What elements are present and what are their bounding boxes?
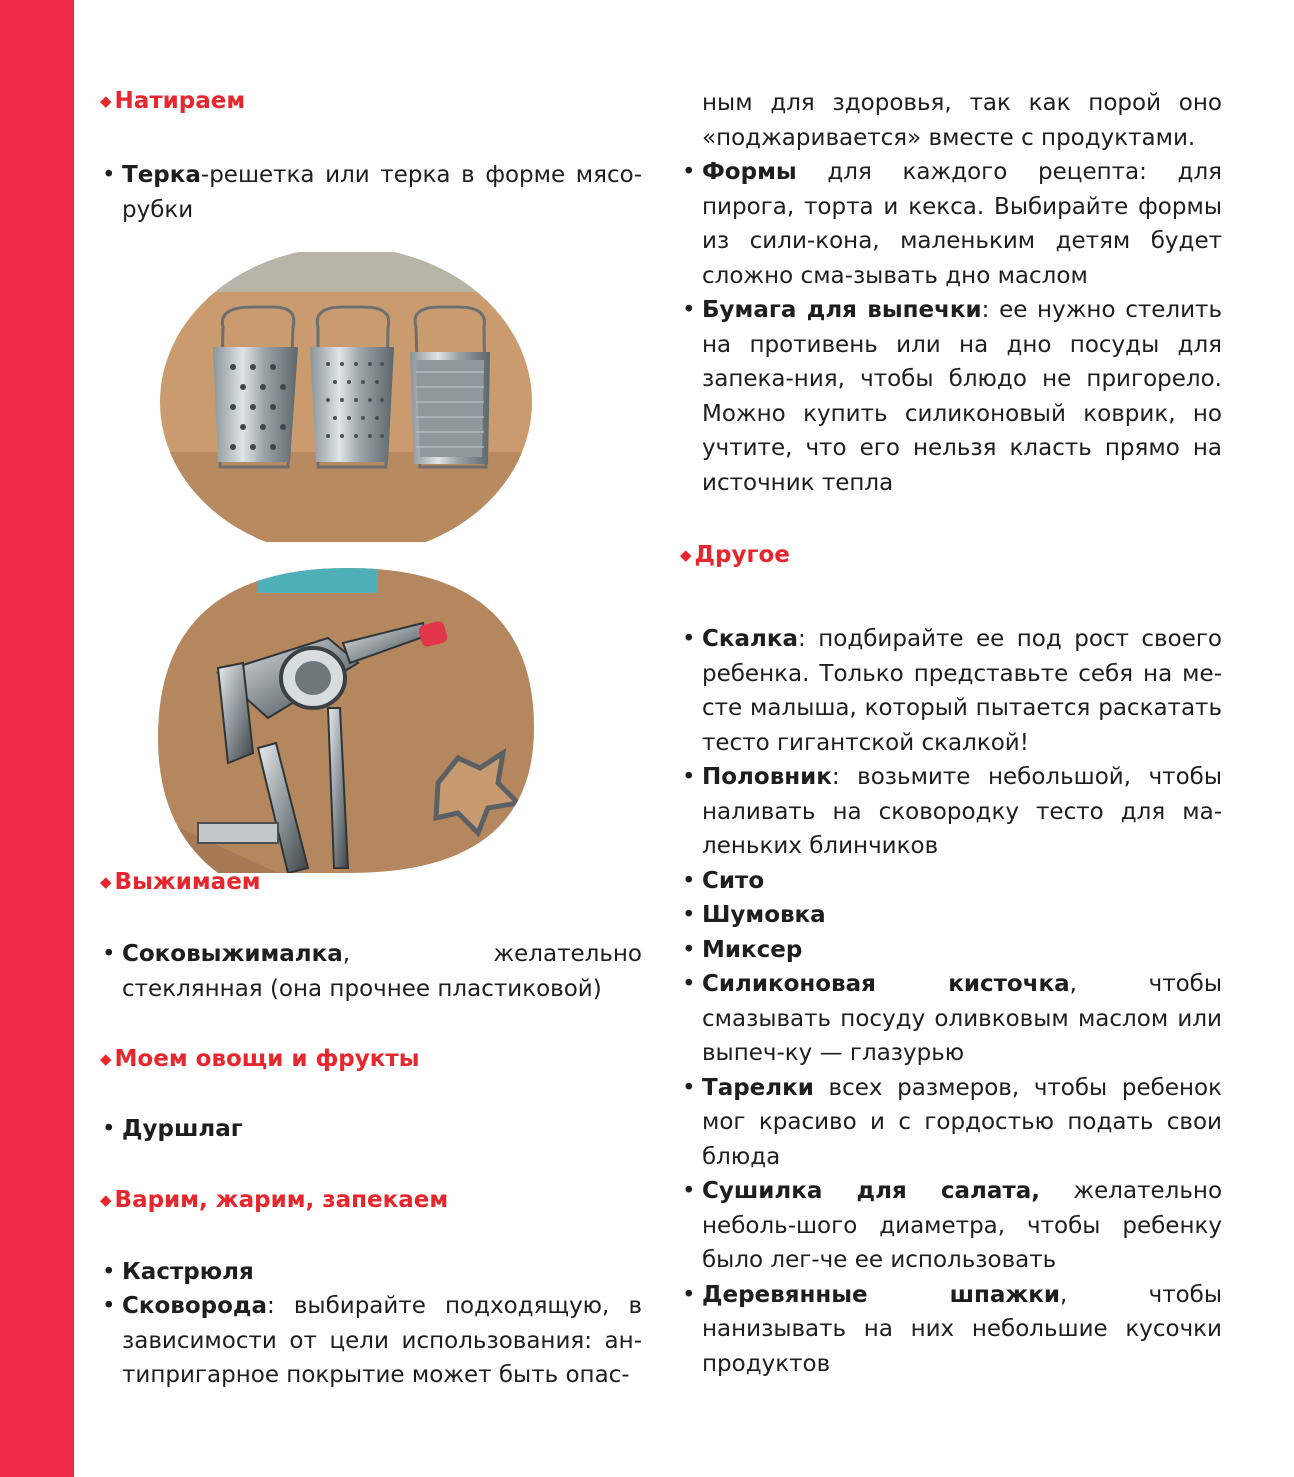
list-item-plates: • Тарелки всех размеров, чтобы ребенок мог красиво и с гордостью подать свои блюда: [680, 1071, 1222, 1175]
bullet-icon: •: [102, 162, 116, 188]
bullet-icon: •: [682, 297, 696, 323]
bullet-icon: •: [682, 1074, 696, 1101]
list-item-silicone-brush: • Силиконовая кисточка, чтобы смазывать посуду оливковым маслом или выпеч-ку — глазурью: [680, 967, 1222, 1071]
list-item-sieve: • Сито: [680, 864, 1222, 899]
diamond-icon: ◆: [100, 1190, 112, 1209]
list-item-ladle: • Половник: возьмите небольшой, чтобы наливать на сковородку тесто для ма-леньких блинчиков: [680, 760, 1222, 864]
diamond-icon: ◆: [100, 1050, 112, 1068]
bullet-icon: •: [682, 159, 696, 185]
right-column: [680, 86, 1222, 1381]
section-heading-grating: ◆ Натираем: [100, 84, 642, 120]
bullet-icon: •: [682, 902, 696, 928]
bullet-icon: •: [102, 1293, 116, 1319]
section-heading-squeezing: ◆ Выжимаем: [100, 865, 642, 901]
bullet-icon: •: [682, 936, 696, 963]
pan-continuation: ным для здоровья, так как порой оно «поджаривается» вместе с продуктами.: [702, 90, 1222, 151]
bullet-icon: •: [682, 1281, 696, 1308]
diamond-icon: ◆: [100, 873, 112, 891]
list-item-grater: • Терка-решетка или терка в форме мясо-рубки: [100, 158, 642, 227]
list-item-baking-paper: • Бумага для выпечки: ее нужно стелить на противень или на дно посуды для запека-ния, чтобы блюдо не пригорело. Можно купить силиконовый коврик, но учтите, что его нельзя класть прямо на источник тепла: [680, 293, 1222, 500]
rotary-grater-photo: [158, 568, 534, 873]
list-item-pot: • Кастрюля: [100, 1255, 642, 1290]
bullet-icon: •: [682, 764, 696, 790]
list-item-skewers: • Деревянные шпажки, чтобы нанизывать на них небольшие кусочки продуктов: [680, 1278, 1222, 1382]
list-item-forms: • Формы для каждого рецепта: для пирога, торта и кекса. Выбирайте формы из сили-кона, маленьким детям будет сложно сма-зывать дно маслом: [680, 155, 1222, 293]
list-item-skimmer: • Шумовка: [680, 898, 1222, 933]
bullet-icon: •: [682, 971, 696, 997]
bullet-icon: •: [682, 867, 696, 894]
left-accent-bar: [0, 0, 74, 1477]
left-column: [100, 84, 642, 1393]
diamond-icon: ◆: [100, 92, 112, 110]
list-item-pan: • Сковорода: выбирайте подходящую, в зависимости от цели использования: ан-типригарное покрытие может быть опас-: [100, 1289, 642, 1393]
list-item-rolling-pin: • Скалка: подбирайте ее под рост своего ребенка. Только представьте себя на ме-сте малыша, который пытается раскатать тесто гигантской скалкой!: [680, 622, 1222, 760]
section-heading-cooking: ◆ Варим, жарим, запекаем: [100, 1183, 642, 1219]
list-item-colander: • Дуршлаг: [100, 1112, 642, 1147]
section-heading-washing: ◆ Моем овощи и фрукты: [100, 1042, 642, 1078]
bullet-icon: •: [682, 626, 696, 652]
diamond-icon: ◆: [680, 546, 692, 564]
section-heading-other: ◆ Другое: [680, 538, 1222, 574]
bullet-icon: •: [682, 1178, 696, 1204]
bullet-icon: •: [102, 1258, 116, 1285]
list-item-mixer: • Миксер: [680, 933, 1222, 968]
bullet-icon: •: [102, 941, 116, 967]
list-item-juicer: • Соковыжималка, желательно стеклянная (она прочнее пластиковой): [100, 937, 642, 1006]
list-item-salad-spinner: • Сушилка для салата, желательно неболь-шого диаметра, чтобы ребенку было лег-че ее использовать: [680, 1174, 1222, 1278]
graters-photo: [158, 252, 534, 542]
bullet-icon: •: [102, 1116, 116, 1142]
